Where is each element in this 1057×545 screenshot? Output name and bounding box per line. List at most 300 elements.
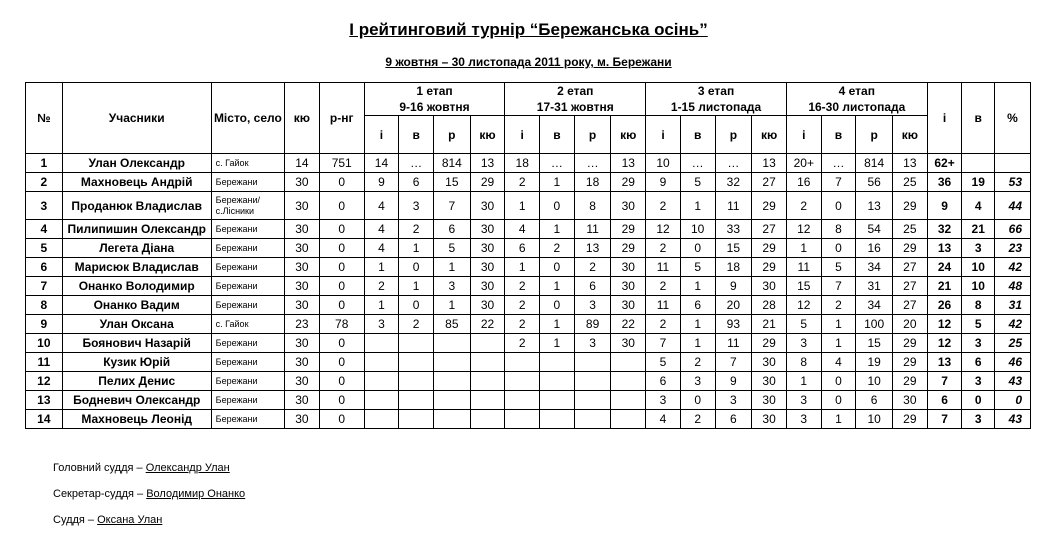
header-games: і [364,116,399,154]
stage-wins: 0 [540,258,575,277]
stage-wins [399,410,434,429]
participant-kyu: 30 [285,239,320,258]
header-rating: р-нг [319,83,364,154]
total-wins: 4 [962,192,995,220]
stage-wins [540,410,575,429]
stage-kyu: 30 [611,334,646,353]
stage-wins [399,353,434,372]
secretary-judge-line [53,488,245,500]
stage-r: 100 [856,315,893,334]
stage-r: 9 [715,372,752,391]
stage-wins: 1 [680,334,715,353]
stage-games: 6 [646,372,681,391]
stage-wins: 1 [399,277,434,296]
table-row [26,410,1031,429]
stage-kyu: 30 [893,391,928,410]
stage-r: 18 [715,258,752,277]
participant-kyu: 30 [285,192,320,220]
stage-r: 56 [856,173,893,192]
rating-table [25,82,1031,429]
header-wins: в [821,116,856,154]
header-wins: в [399,116,434,154]
stage-games: 12 [646,220,681,239]
stage-games: 2 [505,315,540,334]
stage-kyu: 29 [752,258,787,277]
stage-games [505,391,540,410]
stage-kyu: 30 [752,410,787,429]
table-row [26,334,1031,353]
stage-games: 2 [646,192,681,220]
stage-r: … [574,154,611,173]
stage-games: 8 [786,353,821,372]
stage-kyu: 29 [893,410,928,429]
stage-wins: 0 [821,391,856,410]
stage-r: 85 [433,315,470,334]
participant-kyu: 30 [285,173,320,192]
stage-games: 2 [364,277,399,296]
stage-kyu: 30 [752,277,787,296]
table-row [26,154,1031,173]
total-wins: 3 [962,334,995,353]
stage-games: 11 [646,296,681,315]
stage-wins: 1 [540,173,575,192]
header-stage-1 [364,83,505,116]
participant-rating: 0 [319,391,364,410]
stage-games: 4 [646,410,681,429]
total-wins: 8 [962,296,995,315]
stage-kyu: 25 [893,220,928,239]
stage-games: 1 [505,192,540,220]
stage-kyu [611,372,646,391]
stage-games: 6 [505,239,540,258]
stage-4-dates: 16-30 листопада [808,100,906,114]
title-text: І рейтинговий турнір “Бережанська осінь” [349,20,708,39]
tournament-subtitle [0,55,1057,69]
stage-kyu: 30 [470,277,505,296]
stage-r: 3 [574,334,611,353]
stage-games: 11 [646,258,681,277]
stage-kyu: 27 [893,277,928,296]
participant-name: Пелих Денис [62,372,211,391]
participant-name: Боянович Назарій [62,334,211,353]
stage-1-dates: 9-16 жовтня [399,100,470,114]
row-number: 1 [26,154,63,173]
stage-kyu: 29 [470,173,505,192]
participant-rating: 0 [319,334,364,353]
stage-r: 18 [574,173,611,192]
table-row [26,391,1031,410]
stage-wins: 1 [680,192,715,220]
stage-wins: 1 [399,239,434,258]
participant-kyu: 23 [285,315,320,334]
stage-kyu [470,391,505,410]
stage-kyu: 29 [893,372,928,391]
stage-r: 20 [715,296,752,315]
header-wins: в [680,116,715,154]
row-number: 11 [26,353,63,372]
stage-wins: 1 [540,315,575,334]
stage-kyu: 29 [893,353,928,372]
participant-kyu: 30 [285,391,320,410]
stage-games [364,410,399,429]
stage-r: 10 [856,410,893,429]
stage-kyu: 29 [611,173,646,192]
total-games: 12 [927,315,962,334]
table-row [26,192,1031,220]
header-stage-4 [786,83,927,116]
total-wins: 19 [962,173,995,192]
stage-kyu [611,391,646,410]
stage-kyu [611,353,646,372]
stage-r: 34 [856,296,893,315]
stage-games: 2 [505,334,540,353]
stage-games: 5 [646,353,681,372]
total-wins: 10 [962,258,995,277]
win-percent: 0 [995,391,1031,410]
stage-kyu [470,334,505,353]
stage-4-name: 4 етап [838,84,875,98]
stage-kyu: 30 [611,258,646,277]
stage-wins: 1 [680,277,715,296]
stage-wins: 5 [821,258,856,277]
header-kyu-small: кю [470,116,505,154]
stage-r: 3 [574,296,611,315]
stage-r: 814 [433,154,470,173]
header-percent: % [995,83,1031,154]
stage-r: 7 [433,192,470,220]
judge-name: Оксана Улан [97,514,163,526]
row-number: 2 [26,173,63,192]
participant-name: Кузик Юрій [62,353,211,372]
secretary-judge-name: Володимир Онанко [146,488,246,500]
judge-line [53,514,162,526]
participant-kyu: 30 [285,372,320,391]
stage-wins: 10 [680,220,715,239]
stage-kyu: 29 [611,239,646,258]
header-kyu: кю [285,83,320,154]
participant-rating: 78 [319,315,364,334]
participant-rating: 0 [319,296,364,315]
participant-rating: 0 [319,353,364,372]
stage-kyu: 13 [893,154,928,173]
stage-r: 9 [715,277,752,296]
stage-kyu: 30 [470,258,505,277]
tournament-title [0,20,1057,40]
participant-rating: 0 [319,239,364,258]
participant-city: Бережани [211,277,284,296]
stage-r [574,410,611,429]
header-wins: в [540,116,575,154]
stage-games [364,372,399,391]
participant-city: с. Гайок [211,315,284,334]
stage-r: 93 [715,315,752,334]
stage-wins: 0 [821,372,856,391]
total-games: 13 [927,353,962,372]
stage-kyu: 27 [893,258,928,277]
stage-kyu: 29 [893,239,928,258]
stage-kyu: 27 [752,173,787,192]
stage-wins: … [399,154,434,173]
win-percent: 25 [995,334,1031,353]
stage-games: 1 [786,372,821,391]
stage-r: 7 [715,353,752,372]
stage-wins: 2 [821,296,856,315]
stage-games: 12 [786,296,821,315]
participant-name: Марисюк Владислав [62,258,211,277]
win-percent: 42 [995,258,1031,277]
stage-kyu: 13 [470,154,505,173]
stage-kyu: 27 [893,296,928,315]
stage-r: 2 [574,258,611,277]
win-percent: 42 [995,315,1031,334]
stage-wins [540,372,575,391]
participant-name: Махновець Андрій [62,173,211,192]
table-row [26,173,1031,192]
stage-games [364,391,399,410]
stage-wins: 0 [399,258,434,277]
stage-r: 13 [856,192,893,220]
header-r: р [856,116,893,154]
total-games: 13 [927,239,962,258]
table-row [26,258,1031,277]
stage-kyu: 29 [611,220,646,239]
stage-wins: 2 [680,353,715,372]
stage-r: 6 [433,220,470,239]
table-row [26,277,1031,296]
total-wins: 6 [962,353,995,372]
participant-rating: 0 [319,192,364,220]
participant-rating: 0 [319,173,364,192]
row-number: 14 [26,410,63,429]
participant-name: Легета Діана [62,239,211,258]
participant-city: Бережани [211,220,284,239]
stage-r: 1 [433,296,470,315]
stage-wins: 2 [540,239,575,258]
stage-games: 11 [786,258,821,277]
total-wins: 5 [962,315,995,334]
row-number: 12 [26,372,63,391]
stage-games [505,410,540,429]
stage-kyu [611,410,646,429]
stage-r: 19 [856,353,893,372]
stage-r: 6 [574,277,611,296]
stage-kyu: 30 [752,391,787,410]
row-number: 4 [26,220,63,239]
table-row [26,353,1031,372]
header-kyu-small: кю [752,116,787,154]
participant-rating: 0 [319,220,364,239]
participant-kyu: 30 [285,353,320,372]
stage-r: 814 [856,154,893,173]
row-number: 7 [26,277,63,296]
stage-wins [540,353,575,372]
stage-kyu: 30 [470,239,505,258]
win-percent: 43 [995,372,1031,391]
row-number: 10 [26,334,63,353]
stage-kyu: 27 [752,220,787,239]
stage-kyu: 29 [752,239,787,258]
row-number: 9 [26,315,63,334]
stage-games: 3 [786,391,821,410]
stage-games: 4 [364,192,399,220]
stage-games: 4 [505,220,540,239]
chief-judge-name: Олександр Улан [145,462,230,474]
stage-3-dates: 1-15 листопада [670,100,762,114]
stage-games: 2 [505,277,540,296]
participant-kyu: 30 [285,258,320,277]
stage-games: 14 [364,154,399,173]
stage-games: 20+ [786,154,821,173]
stage-r: 11 [715,192,752,220]
stage-r: 89 [574,315,611,334]
stage-r: 6 [856,391,893,410]
win-percent: 44 [995,192,1031,220]
stage-wins [399,372,434,391]
total-games: 36 [927,173,962,192]
win-percent: 53 [995,173,1031,192]
participant-city: Бережани [211,173,284,192]
stage-wins: 7 [821,277,856,296]
stage-kyu: 30 [611,192,646,220]
stage-wins: 6 [680,296,715,315]
stage-wins: 5 [680,258,715,277]
participant-city: Бережани [211,296,284,315]
stage-r [574,391,611,410]
stage-kyu: 30 [752,372,787,391]
win-percent: 31 [995,296,1031,315]
stage-wins: 0 [540,192,575,220]
stage-wins: … [680,154,715,173]
stage-kyu: 13 [752,154,787,173]
participant-kyu: 30 [285,296,320,315]
chief-judge-label: Головний суддя – [53,462,146,474]
stage-kyu: 30 [470,192,505,220]
table-row [26,315,1031,334]
stage-games: 16 [786,173,821,192]
stage-r: 34 [856,258,893,277]
total-wins: 3 [962,410,995,429]
total-games: 7 [927,372,962,391]
total-wins [962,154,995,173]
stage-games: 3 [364,315,399,334]
header-stage-3 [646,83,787,116]
stage-games: 12 [786,220,821,239]
stage-r: 16 [856,239,893,258]
stage-games: 2 [646,315,681,334]
stage-r: 8 [574,192,611,220]
total-games: 7 [927,410,962,429]
stage-games: 1 [505,258,540,277]
total-wins: 10 [962,277,995,296]
header-r: р [574,116,611,154]
stage-games: 9 [364,173,399,192]
stage-wins: 6 [399,173,434,192]
stage-kyu: 30 [470,220,505,239]
stage-r [433,334,470,353]
stage-games: 4 [364,220,399,239]
header-city: Місто, село [211,83,284,154]
stage-r: 33 [715,220,752,239]
stage-kyu: 29 [752,334,787,353]
stage-wins: 0 [680,391,715,410]
stage-games: 7 [646,334,681,353]
stage-wins: 0 [399,296,434,315]
total-games: 9 [927,192,962,220]
participant-kyu: 30 [285,220,320,239]
win-percent [995,154,1031,173]
stage-r [574,372,611,391]
stage-games: 2 [505,173,540,192]
stage-games [505,372,540,391]
stage-r [433,372,470,391]
stage-wins: … [540,154,575,173]
header-total-games: і [927,83,962,154]
stage-r: 3 [715,391,752,410]
stage-wins: … [821,154,856,173]
stage-r [433,410,470,429]
row-number: 13 [26,391,63,410]
participant-kyu: 30 [285,277,320,296]
header-kyu-small: кю [611,116,646,154]
participant-city: Бережани [211,334,284,353]
stage-games: 3 [786,410,821,429]
header-num: № [26,83,63,154]
win-percent: 48 [995,277,1031,296]
subtitle-text: 9 жовтня – 30 листопада 2011 року, м. Бережани [385,55,672,69]
table-row [26,220,1031,239]
header-participants: Учасники [62,83,211,154]
stage-r: 15 [433,173,470,192]
stage-games: 15 [786,277,821,296]
row-number: 6 [26,258,63,277]
stage-games: 2 [646,277,681,296]
stage-3-name: 3 етап [697,84,735,98]
stage-r: 54 [856,220,893,239]
participant-name: Улан Оксана [62,315,211,334]
total-games: 21 [927,277,962,296]
stage-2-name: 2 етап [557,84,594,98]
stage-games: 2 [646,239,681,258]
stage-kyu: 30 [752,353,787,372]
stage-wins: 2 [680,410,715,429]
participant-city: Бережани [211,391,284,410]
table-row [26,372,1031,391]
stage-games: 1 [786,239,821,258]
total-wins: 3 [962,239,995,258]
stage-wins: 7 [821,173,856,192]
participant-rating: 0 [319,277,364,296]
stage-wins: 1 [680,315,715,334]
stage-wins [399,334,434,353]
stage-games: 1 [364,258,399,277]
total-games: 12 [927,334,962,353]
stage-r: 6 [715,410,752,429]
stage-wins: 2 [399,315,434,334]
header-total-wins: в [962,83,995,154]
judge-label: Суддя – [53,514,98,526]
stage-kyu: 29 [893,334,928,353]
total-games: 26 [927,296,962,315]
participant-city: Бережани/ с.Лісники [211,192,284,220]
participant-rating: 0 [319,410,364,429]
participant-kyu: 30 [285,410,320,429]
stage-r [574,353,611,372]
stage-r: … [715,154,752,173]
stage-r: 32 [715,173,752,192]
stage-r: 1 [433,258,470,277]
stage-r: 15 [856,334,893,353]
total-games: 6 [927,391,962,410]
